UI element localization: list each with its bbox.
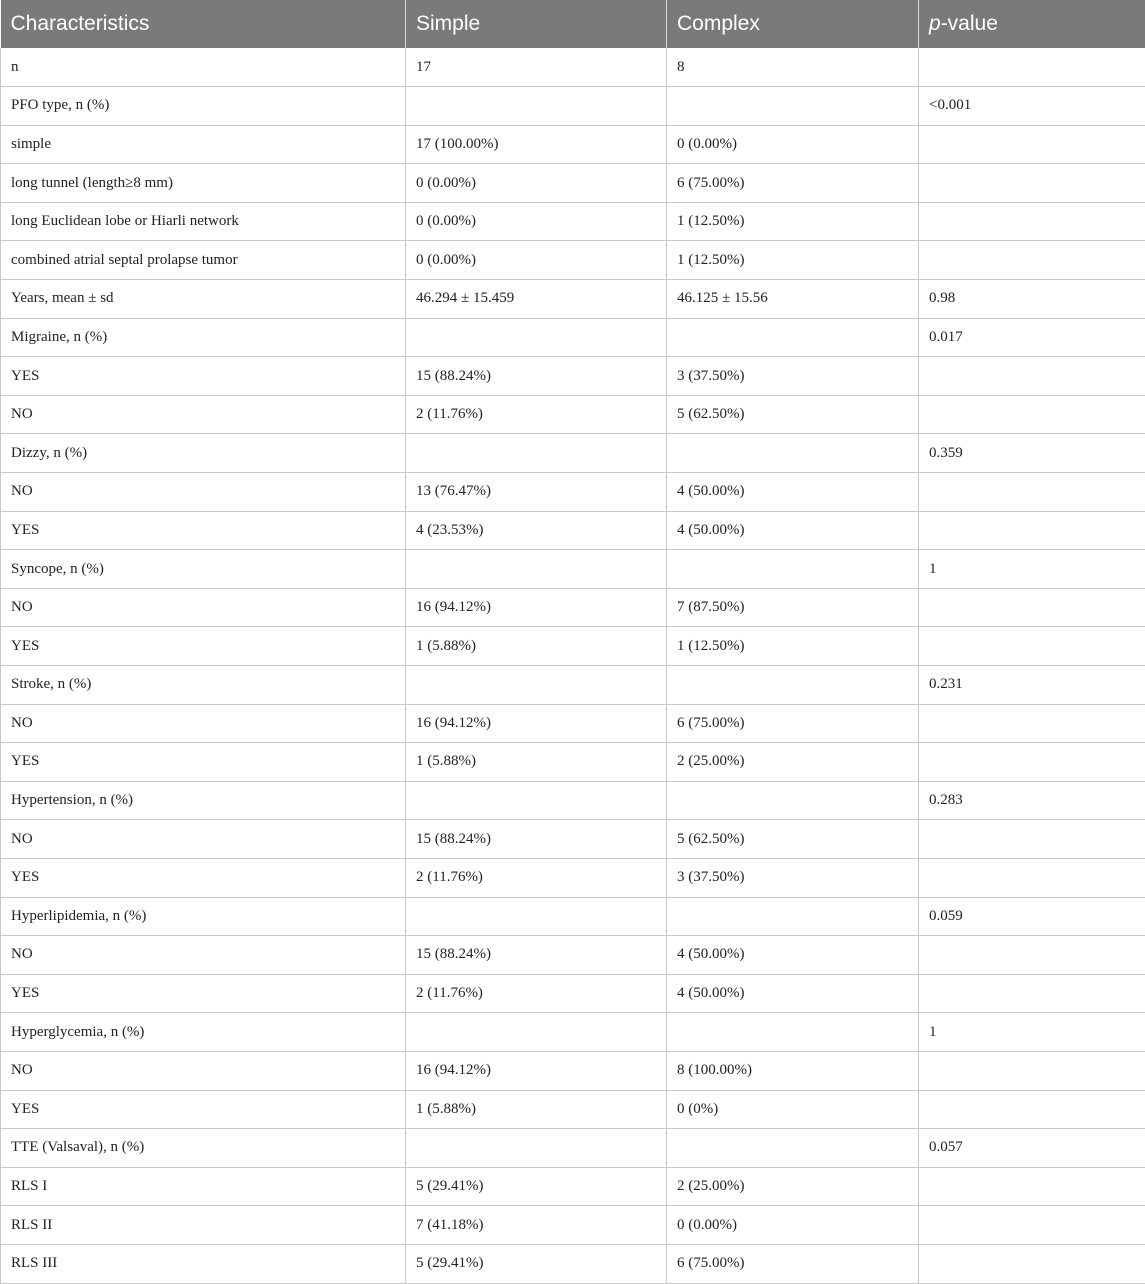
table-row — [1, 820, 1145, 859]
cell-p-value — [919, 1244, 1145, 1283]
cell-p-value — [919, 936, 1145, 975]
cell-p-value — [919, 48, 1145, 87]
table-row — [1, 1013, 1145, 1052]
header-characteristics: Characteristics — [1, 0, 406, 48]
cell-characteristic: YES — [1, 357, 406, 396]
cell-characteristic: simple — [1, 125, 406, 164]
table-row — [1, 357, 1145, 396]
table-row — [1, 704, 1145, 743]
cell-simple — [406, 897, 667, 936]
cell-simple: 5 (29.41%) — [406, 1244, 667, 1283]
cell-p-value: <0.001 — [919, 87, 1145, 126]
cell-complex — [667, 897, 919, 936]
cell-characteristic: RLS I — [1, 1167, 406, 1206]
cell-simple: 15 (88.24%) — [406, 357, 667, 396]
cell-complex: 6 (75.00%) — [667, 164, 919, 203]
cell-complex: 1 (12.50%) — [667, 241, 919, 280]
cell-characteristic: Migraine, n (%) — [1, 318, 406, 357]
cell-simple: 4 (23.53%) — [406, 511, 667, 550]
cell-characteristic: NO — [1, 820, 406, 859]
cell-complex: 6 (75.00%) — [667, 1244, 919, 1283]
table-row — [1, 627, 1145, 666]
cell-characteristic: Hypertension, n (%) — [1, 781, 406, 820]
cell-p-value — [919, 820, 1145, 859]
cell-simple — [406, 1013, 667, 1052]
cell-characteristic: RLS II — [1, 1206, 406, 1245]
table-row — [1, 511, 1145, 550]
cell-complex — [667, 1013, 919, 1052]
cell-complex: 3 (37.50%) — [667, 357, 919, 396]
cell-simple: 1 (5.88%) — [406, 1090, 667, 1129]
table-row — [1, 1206, 1145, 1245]
cell-characteristic: YES — [1, 511, 406, 550]
cell-characteristic: NO — [1, 395, 406, 434]
cell-complex — [667, 550, 919, 589]
cell-p-value — [919, 1051, 1145, 1090]
cell-complex — [667, 434, 919, 473]
cell-p-value: 1 — [919, 550, 1145, 589]
cell-complex — [667, 781, 919, 820]
cell-simple: 1 (5.88%) — [406, 743, 667, 782]
header-simple: Simple — [406, 0, 667, 48]
table-row — [1, 743, 1145, 782]
cell-complex: 8 — [667, 48, 919, 87]
cell-simple: 2 (11.76%) — [406, 858, 667, 897]
cell-complex: 0 (0.00%) — [667, 125, 919, 164]
header-p-value — [919, 0, 1145, 48]
table-row — [1, 241, 1145, 280]
table-row — [1, 318, 1145, 357]
cell-simple — [406, 434, 667, 473]
table-row — [1, 858, 1145, 897]
cell-characteristic: Dizzy, n (%) — [1, 434, 406, 473]
cell-complex: 0 (0.00%) — [667, 1206, 919, 1245]
cell-p-value — [919, 743, 1145, 782]
cell-simple: 0 (0.00%) — [406, 241, 667, 280]
table-row — [1, 588, 1145, 627]
cell-simple — [406, 87, 667, 126]
cell-complex: 4 (50.00%) — [667, 473, 919, 512]
table-row — [1, 550, 1145, 589]
cell-p-value: 1 — [919, 1013, 1145, 1052]
cell-complex — [667, 666, 919, 705]
cell-complex: 5 (62.50%) — [667, 395, 919, 434]
cell-complex — [667, 1129, 919, 1168]
cell-complex: 0 (0%) — [667, 1090, 919, 1129]
cell-characteristic: NO — [1, 1051, 406, 1090]
cell-p-value — [919, 588, 1145, 627]
table-row — [1, 1167, 1145, 1206]
cell-simple: 1 (5.88%) — [406, 627, 667, 666]
cell-simple: 15 (88.24%) — [406, 936, 667, 975]
cell-characteristic: combined atrial septal prolapse tumor — [1, 241, 406, 280]
cell-p-value: 0.057 — [919, 1129, 1145, 1168]
cell-simple: 5 (29.41%) — [406, 1167, 667, 1206]
cell-characteristic: RLS III — [1, 1244, 406, 1283]
cell-complex: 2 (25.00%) — [667, 743, 919, 782]
table-row — [1, 280, 1145, 319]
cell-characteristic: YES — [1, 1090, 406, 1129]
cell-simple — [406, 1129, 667, 1168]
table-row — [1, 473, 1145, 512]
cell-characteristic: YES — [1, 627, 406, 666]
cell-simple — [406, 666, 667, 705]
cell-simple: 17 — [406, 48, 667, 87]
cell-p-value: 0.231 — [919, 666, 1145, 705]
cell-p-value: 0.283 — [919, 781, 1145, 820]
table-row — [1, 87, 1145, 126]
cell-p-value — [919, 395, 1145, 434]
cell-simple: 7 (41.18%) — [406, 1206, 667, 1245]
cell-simple: 2 (11.76%) — [406, 395, 667, 434]
cell-complex — [667, 318, 919, 357]
cell-complex: 4 (50.00%) — [667, 974, 919, 1013]
cell-complex: 3 (37.50%) — [667, 858, 919, 897]
cell-characteristic: long tunnel (length≥8 mm) — [1, 164, 406, 203]
cell-characteristic: TTE (Valsaval), n (%) — [1, 1129, 406, 1168]
cell-complex: 1 (12.50%) — [667, 202, 919, 241]
cell-p-value — [919, 1206, 1145, 1245]
cell-p-value — [919, 704, 1145, 743]
cell-p-value: 0.98 — [919, 280, 1145, 319]
table-row — [1, 936, 1145, 975]
cell-characteristic: NO — [1, 473, 406, 512]
cell-simple: 13 (76.47%) — [406, 473, 667, 512]
cell-p-value: 0.017 — [919, 318, 1145, 357]
cell-simple: 2 (11.76%) — [406, 974, 667, 1013]
cell-p-value — [919, 974, 1145, 1013]
cell-simple: 46.294 ± 15.459 — [406, 280, 667, 319]
cell-p-value — [919, 164, 1145, 203]
cell-characteristic: NO — [1, 704, 406, 743]
table-row — [1, 202, 1145, 241]
cell-characteristic: Years, mean ± sd — [1, 280, 406, 319]
cell-simple: 15 (88.24%) — [406, 820, 667, 859]
cell-p-value — [919, 241, 1145, 280]
table-row — [1, 395, 1145, 434]
table-row — [1, 974, 1145, 1013]
table-row — [1, 897, 1145, 936]
cell-p-value — [919, 202, 1145, 241]
cell-simple: 16 (94.12%) — [406, 1051, 667, 1090]
cell-characteristic: YES — [1, 743, 406, 782]
table-row — [1, 1129, 1145, 1168]
cell-simple: 0 (0.00%) — [406, 202, 667, 241]
cell-p-value — [919, 511, 1145, 550]
cell-complex: 1 (12.50%) — [667, 627, 919, 666]
table-body — [1, 48, 1145, 1283]
cell-characteristic: NO — [1, 588, 406, 627]
cell-characteristic: long Euclidean lobe or Hiarli network — [1, 202, 406, 241]
cell-complex: 2 (25.00%) — [667, 1167, 919, 1206]
cell-simple — [406, 318, 667, 357]
cell-p-value: 0.359 — [919, 434, 1145, 473]
cell-p-value — [919, 473, 1145, 512]
header-row — [1, 0, 1145, 48]
table-row — [1, 164, 1145, 203]
table-row — [1, 125, 1145, 164]
cell-p-value — [919, 858, 1145, 897]
table-row — [1, 781, 1145, 820]
cell-characteristic: Syncope, n (%) — [1, 550, 406, 589]
table-row — [1, 1244, 1145, 1283]
table-row — [1, 1051, 1145, 1090]
cell-characteristic: YES — [1, 858, 406, 897]
cell-simple: 16 (94.12%) — [406, 704, 667, 743]
cell-p-value: 0.059 — [919, 897, 1145, 936]
cell-simple: 17 (100.00%) — [406, 125, 667, 164]
cell-simple — [406, 550, 667, 589]
cell-p-value — [919, 1167, 1145, 1206]
cell-complex: 4 (50.00%) — [667, 511, 919, 550]
cell-p-value — [919, 627, 1145, 666]
cell-characteristic: NO — [1, 936, 406, 975]
cell-characteristic: PFO type, n (%) — [1, 87, 406, 126]
cell-characteristic: Hyperlipidemia, n (%) — [1, 897, 406, 936]
cell-complex: 5 (62.50%) — [667, 820, 919, 859]
cell-complex: 8 (100.00%) — [667, 1051, 919, 1090]
header-p-prefix: p — [929, 12, 941, 35]
cell-characteristic: n — [1, 48, 406, 87]
cell-complex — [667, 87, 919, 126]
cell-p-value — [919, 357, 1145, 396]
cell-p-value — [919, 125, 1145, 164]
cell-simple — [406, 781, 667, 820]
table-header — [1, 0, 1145, 48]
cell-simple: 16 (94.12%) — [406, 588, 667, 627]
cell-p-value — [919, 1090, 1145, 1129]
header-complex: Complex — [667, 0, 919, 48]
table-row — [1, 1090, 1145, 1129]
cell-characteristic: Hyperglycemia, n (%) — [1, 1013, 406, 1052]
cell-characteristic: YES — [1, 974, 406, 1013]
cell-characteristic: Stroke, n (%) — [1, 666, 406, 705]
table-row — [1, 666, 1145, 705]
cell-complex: 7 (87.50%) — [667, 588, 919, 627]
cell-complex: 4 (50.00%) — [667, 936, 919, 975]
table-row — [1, 434, 1145, 473]
cell-simple: 0 (0.00%) — [406, 164, 667, 203]
cell-complex: 6 (75.00%) — [667, 704, 919, 743]
table-row — [1, 48, 1145, 87]
cell-complex: 46.125 ± 15.56 — [667, 280, 919, 319]
header-p-suffix: -value — [941, 12, 998, 35]
